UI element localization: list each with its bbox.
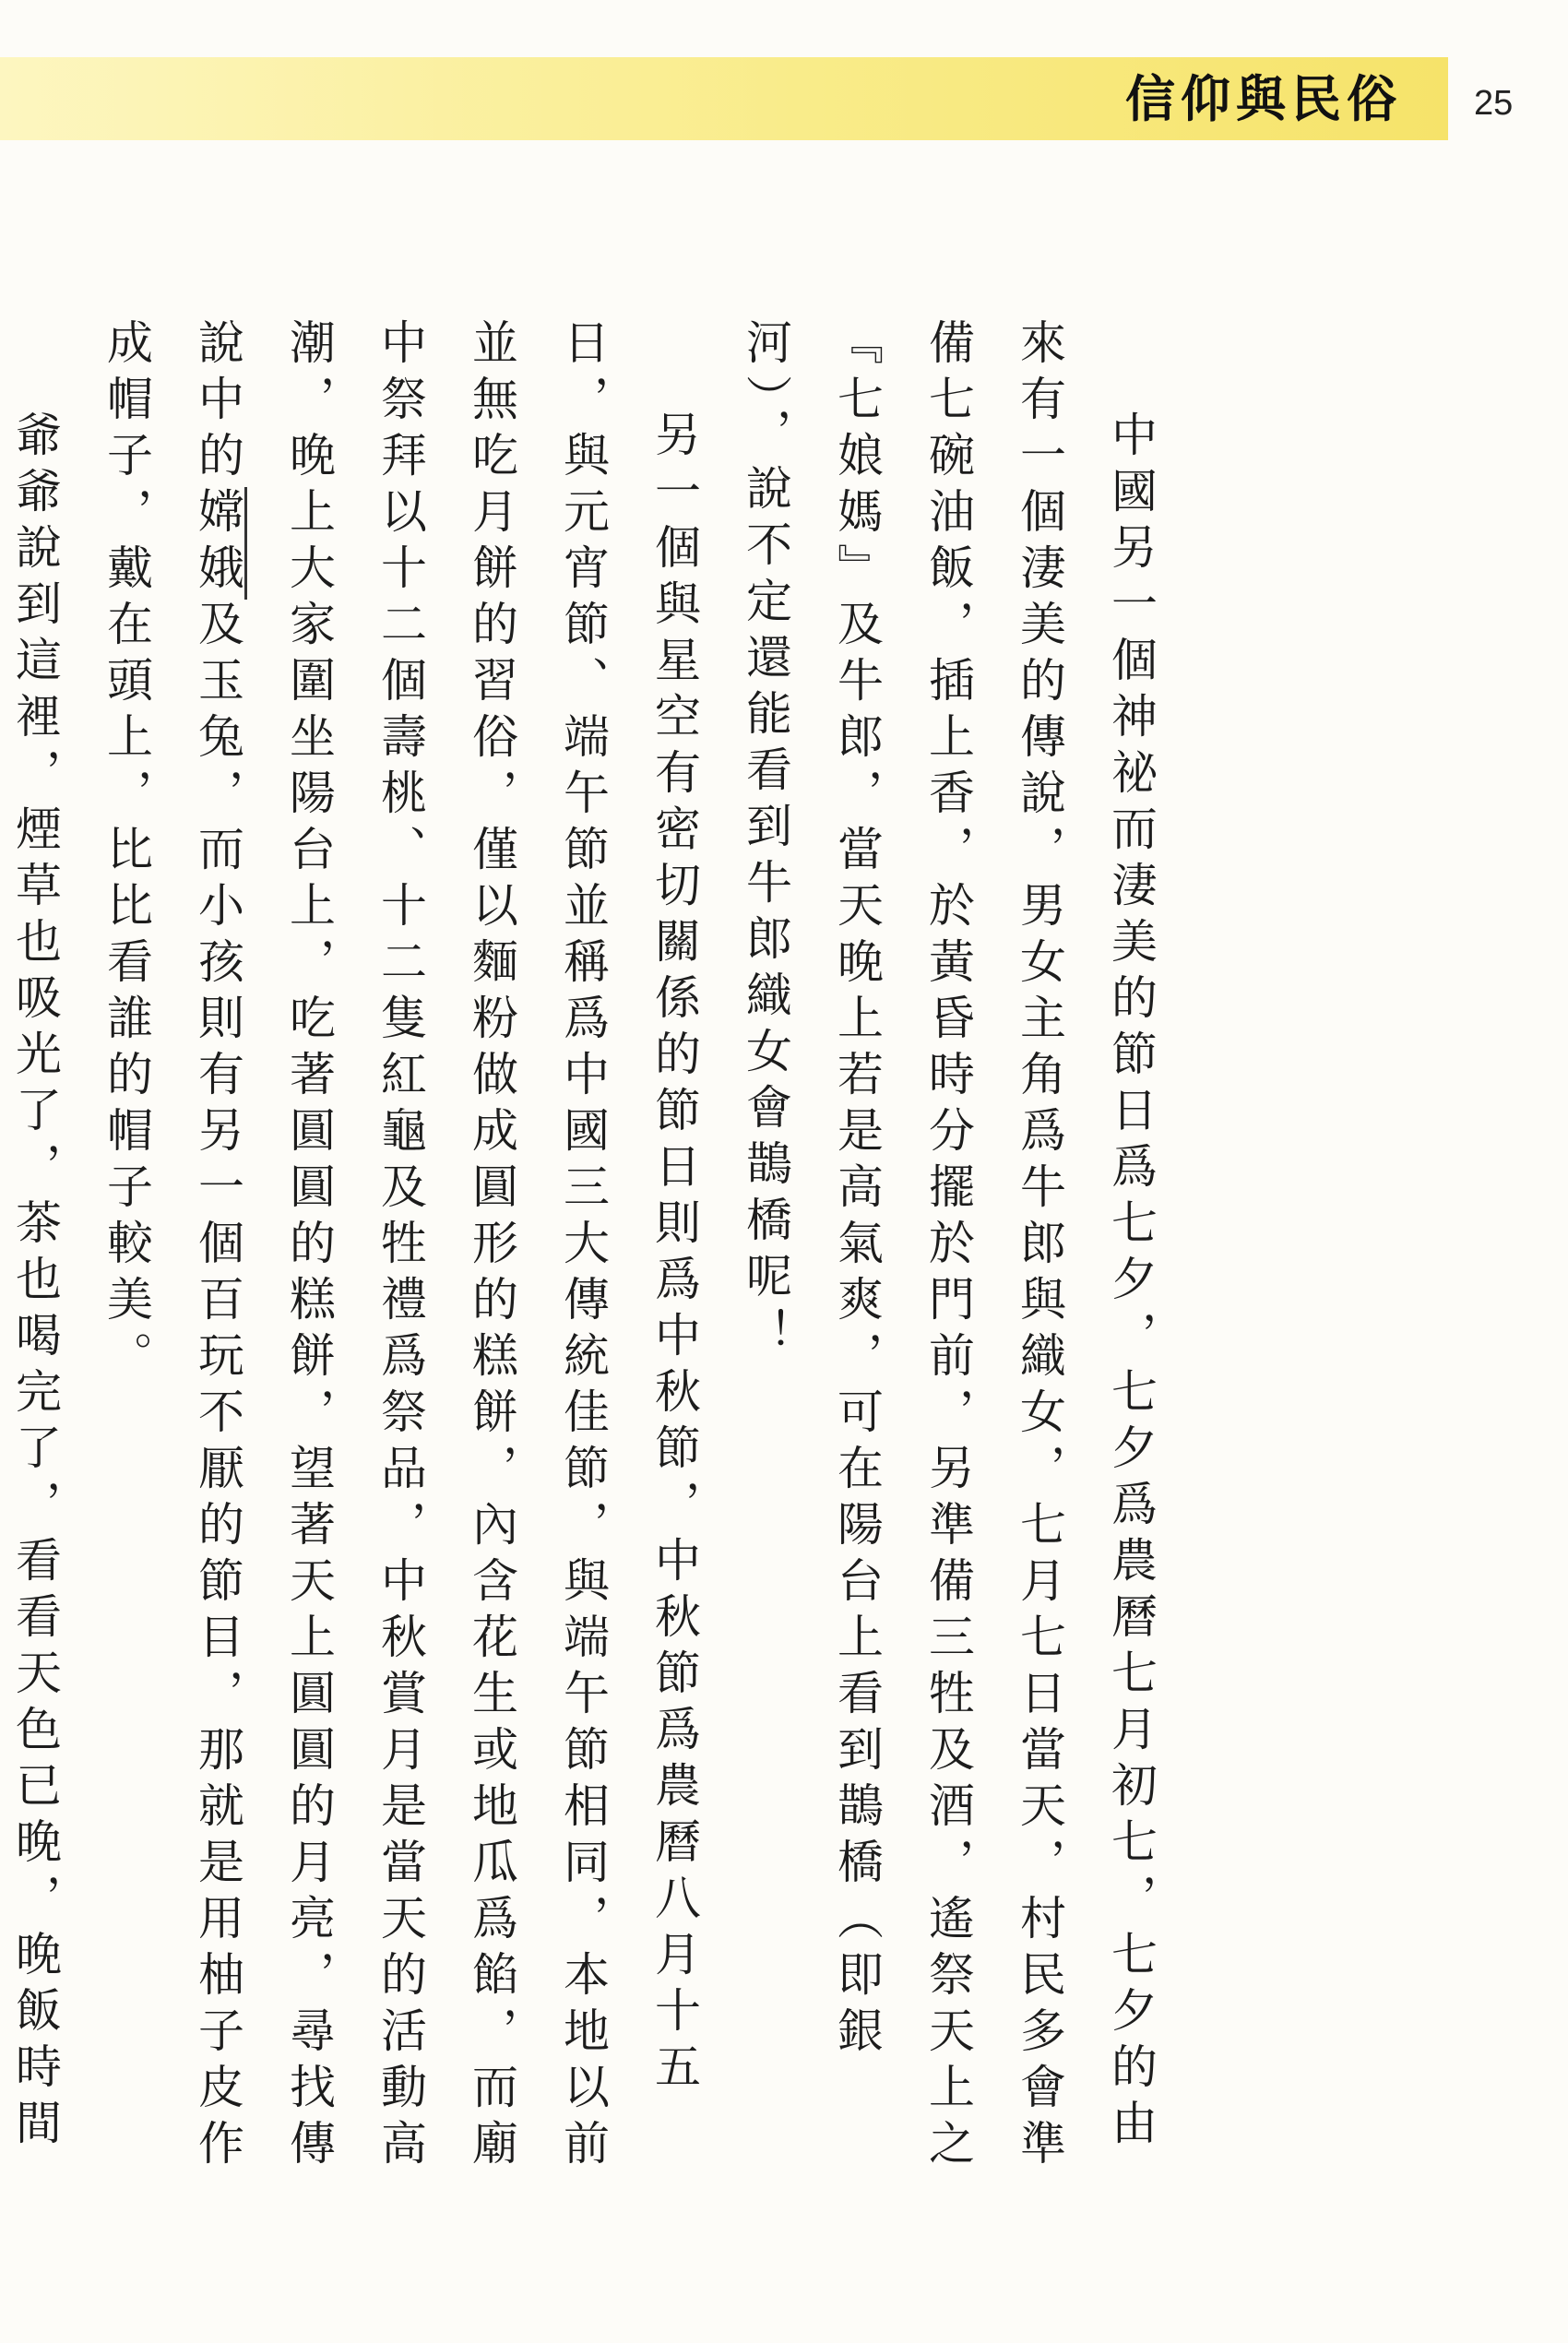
paragraph-text: 另一個與星空有密切關係的節日則爲中秋節，中秋節爲農曆八月十五日，與元宵節、端午節並稱爲中國三大傳統佳節，與端午節相同，本地以前並無吃月餅的習俗，僅以麵粉做成圓形的糕餅，內含花生或地瓜爲餡，而廟中祭拜以十二個壽桃、十二隻紅龜及牲禮爲祭品，中秋賞月是當天的活動高潮，晚上大家圍坐陽台上，吃著圓圓的糕餅，望著天上圓圓的月亮，尋找傳說中的 <box>191 318 701 2175</box>
proper-noun-chang-e: 嫦娥 <box>191 487 247 600</box>
paragraph-text: 及玉兔，而小孩則有另一個百玩不厭的節目，那就是用柚子皮作成帽子，戴在頭上，比比看誰的帽子較美。 <box>100 318 244 2175</box>
paragraph-text: 爺爺說到這裡，煙草也吸光了，茶也喝完了，看看天色已晚，晚飯時間 <box>8 410 62 2155</box>
page-number: 25 <box>1474 84 1514 123</box>
paragraph-grandpa-pause <box>0 318 80 2191</box>
section-title: 信仰與民俗 <box>1125 69 1402 128</box>
paragraph-mid-autumn <box>80 318 719 2191</box>
vertical-text-body <box>8 318 1176 2191</box>
paragraph-qixi: 中國另一個神祕而淒美的節日爲七夕，七夕爲農曆七月初七，七夕的由來有一個淒美的傳說，男女主角爲牛郎與織女，七月七日當天，村民多會準備七碗油飯，插上香，於黃昏時分擺於門前，另準備三牲及酒，遙祭天上之『七娘媽』及牛郎，當天晚上若是高氣爽，可在陽台上看到鵲橋（即銀河），說不定還能看到牛郎織女會鵲橋呢！ <box>739 318 1158 2175</box>
